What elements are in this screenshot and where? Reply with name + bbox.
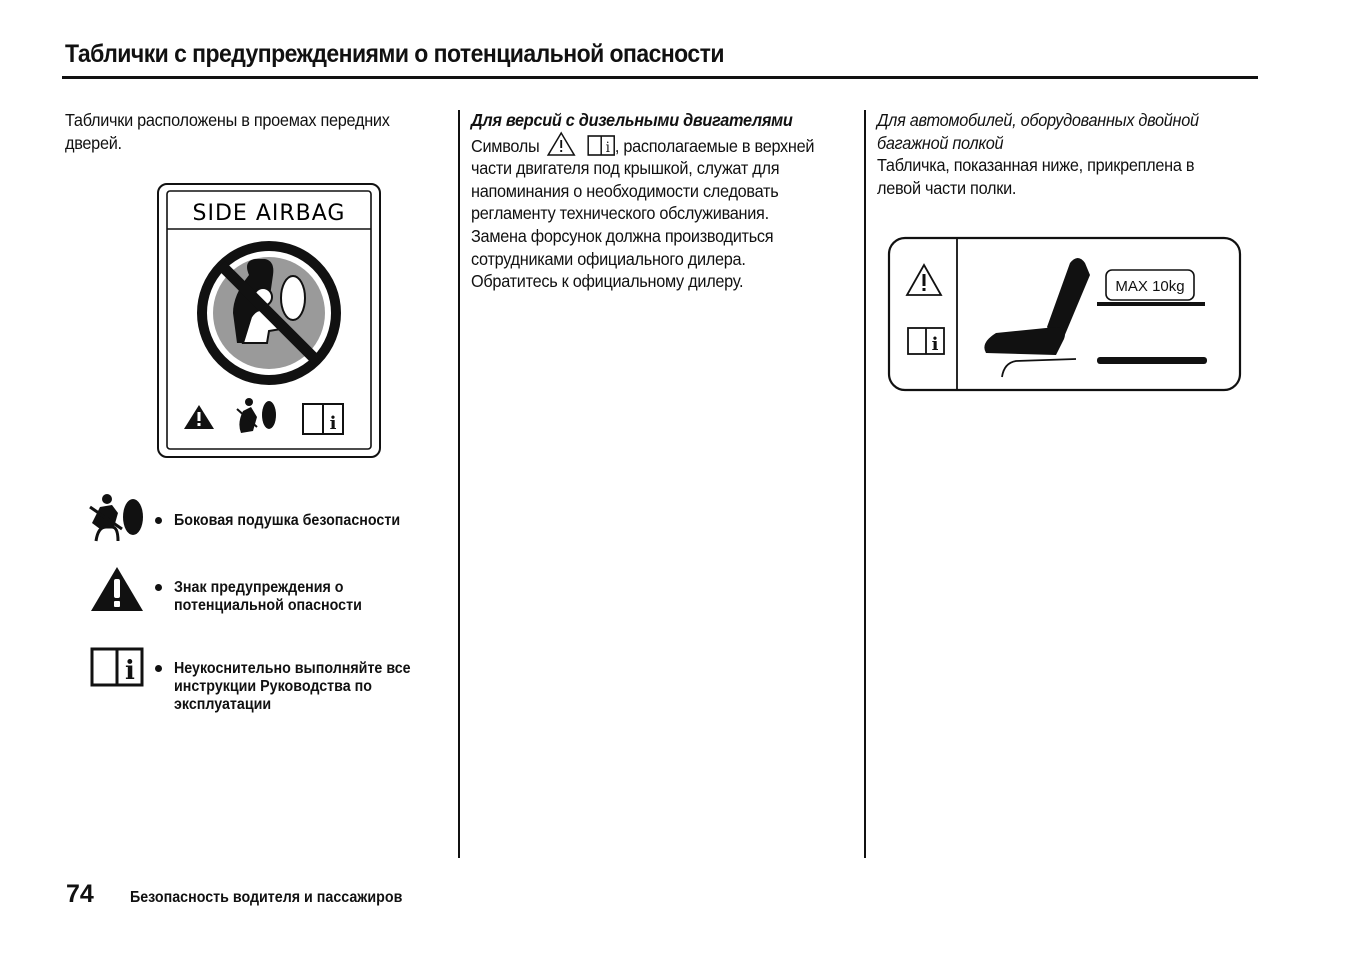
footer-section-title: Безопасность водителя и пассажиров [130, 889, 403, 906]
diesel-section: Для версий с дизельными двигателями Символы i , располагаемые в верхней части двигателя под крышкой, служат для напоминания о необходимости следовать регламенту технического обслуживания. Замена форсунок должна производиться сотрудниками официального дилера. Обратитесь к официальному дилеру. [471, 109, 843, 293]
label-heading: SIDE AIRBAG [192, 201, 346, 226]
warning-triangle-icon [90, 566, 144, 612]
shelf-load-label [888, 237, 1242, 392]
symbols-line-rest: , располагаемые в верхней [614, 135, 815, 156]
inline-warning-icon [547, 132, 575, 156]
svg-text:i: i [931, 334, 939, 355]
manual-book-icon [90, 646, 144, 688]
side-airbag-label [157, 183, 381, 458]
shelf-manual-icon [908, 328, 944, 355]
column-divider-right [864, 110, 866, 858]
legend-bullet [155, 517, 162, 524]
shelf-heading: Для автомобилей, оборудованных двойной багажной полкой [877, 110, 1199, 153]
column-divider-left [458, 110, 460, 858]
inline-manual-icon [587, 134, 615, 156]
legend-side-airbag-text: Боковая подушка безопасности [174, 512, 401, 529]
title-divider [62, 76, 1258, 79]
svg-text:i: i [125, 656, 135, 686]
lower-shelf [1097, 357, 1207, 364]
svg-text:i: i [329, 413, 337, 434]
symbols-word: Символы [471, 135, 540, 156]
legend-bullet [155, 665, 162, 672]
legend-bullet [155, 584, 162, 591]
side-airbag-icon [86, 493, 144, 543]
shelf-section: Для автомобилей, оборудованных двойной багажной полкой Табличка, показанная ниже, прикреплена в левой части полки. [877, 109, 1240, 199]
svg-text:i: i [605, 139, 610, 156]
diesel-heading: Для версий с дизельными двигателями [471, 110, 793, 130]
upper-shelf [1097, 302, 1205, 306]
page-title: Таблички с предупреждениями о потенциальной опасности [65, 40, 724, 68]
page-number: 74 [66, 880, 94, 908]
intro-text: Таблички расположены в проемах передних дверей. [65, 110, 390, 153]
label-manual-icon [303, 404, 343, 434]
legend-warning-text: Знак предупреждения о потенциальной опасности [174, 579, 362, 614]
max-load-text: MAX 10kg [1115, 278, 1185, 295]
legend-manual-text: Неукоснительно выполняйте все инструкции Руководства по эксплуатации [174, 660, 411, 713]
no-child-seat-icon [202, 246, 336, 380]
